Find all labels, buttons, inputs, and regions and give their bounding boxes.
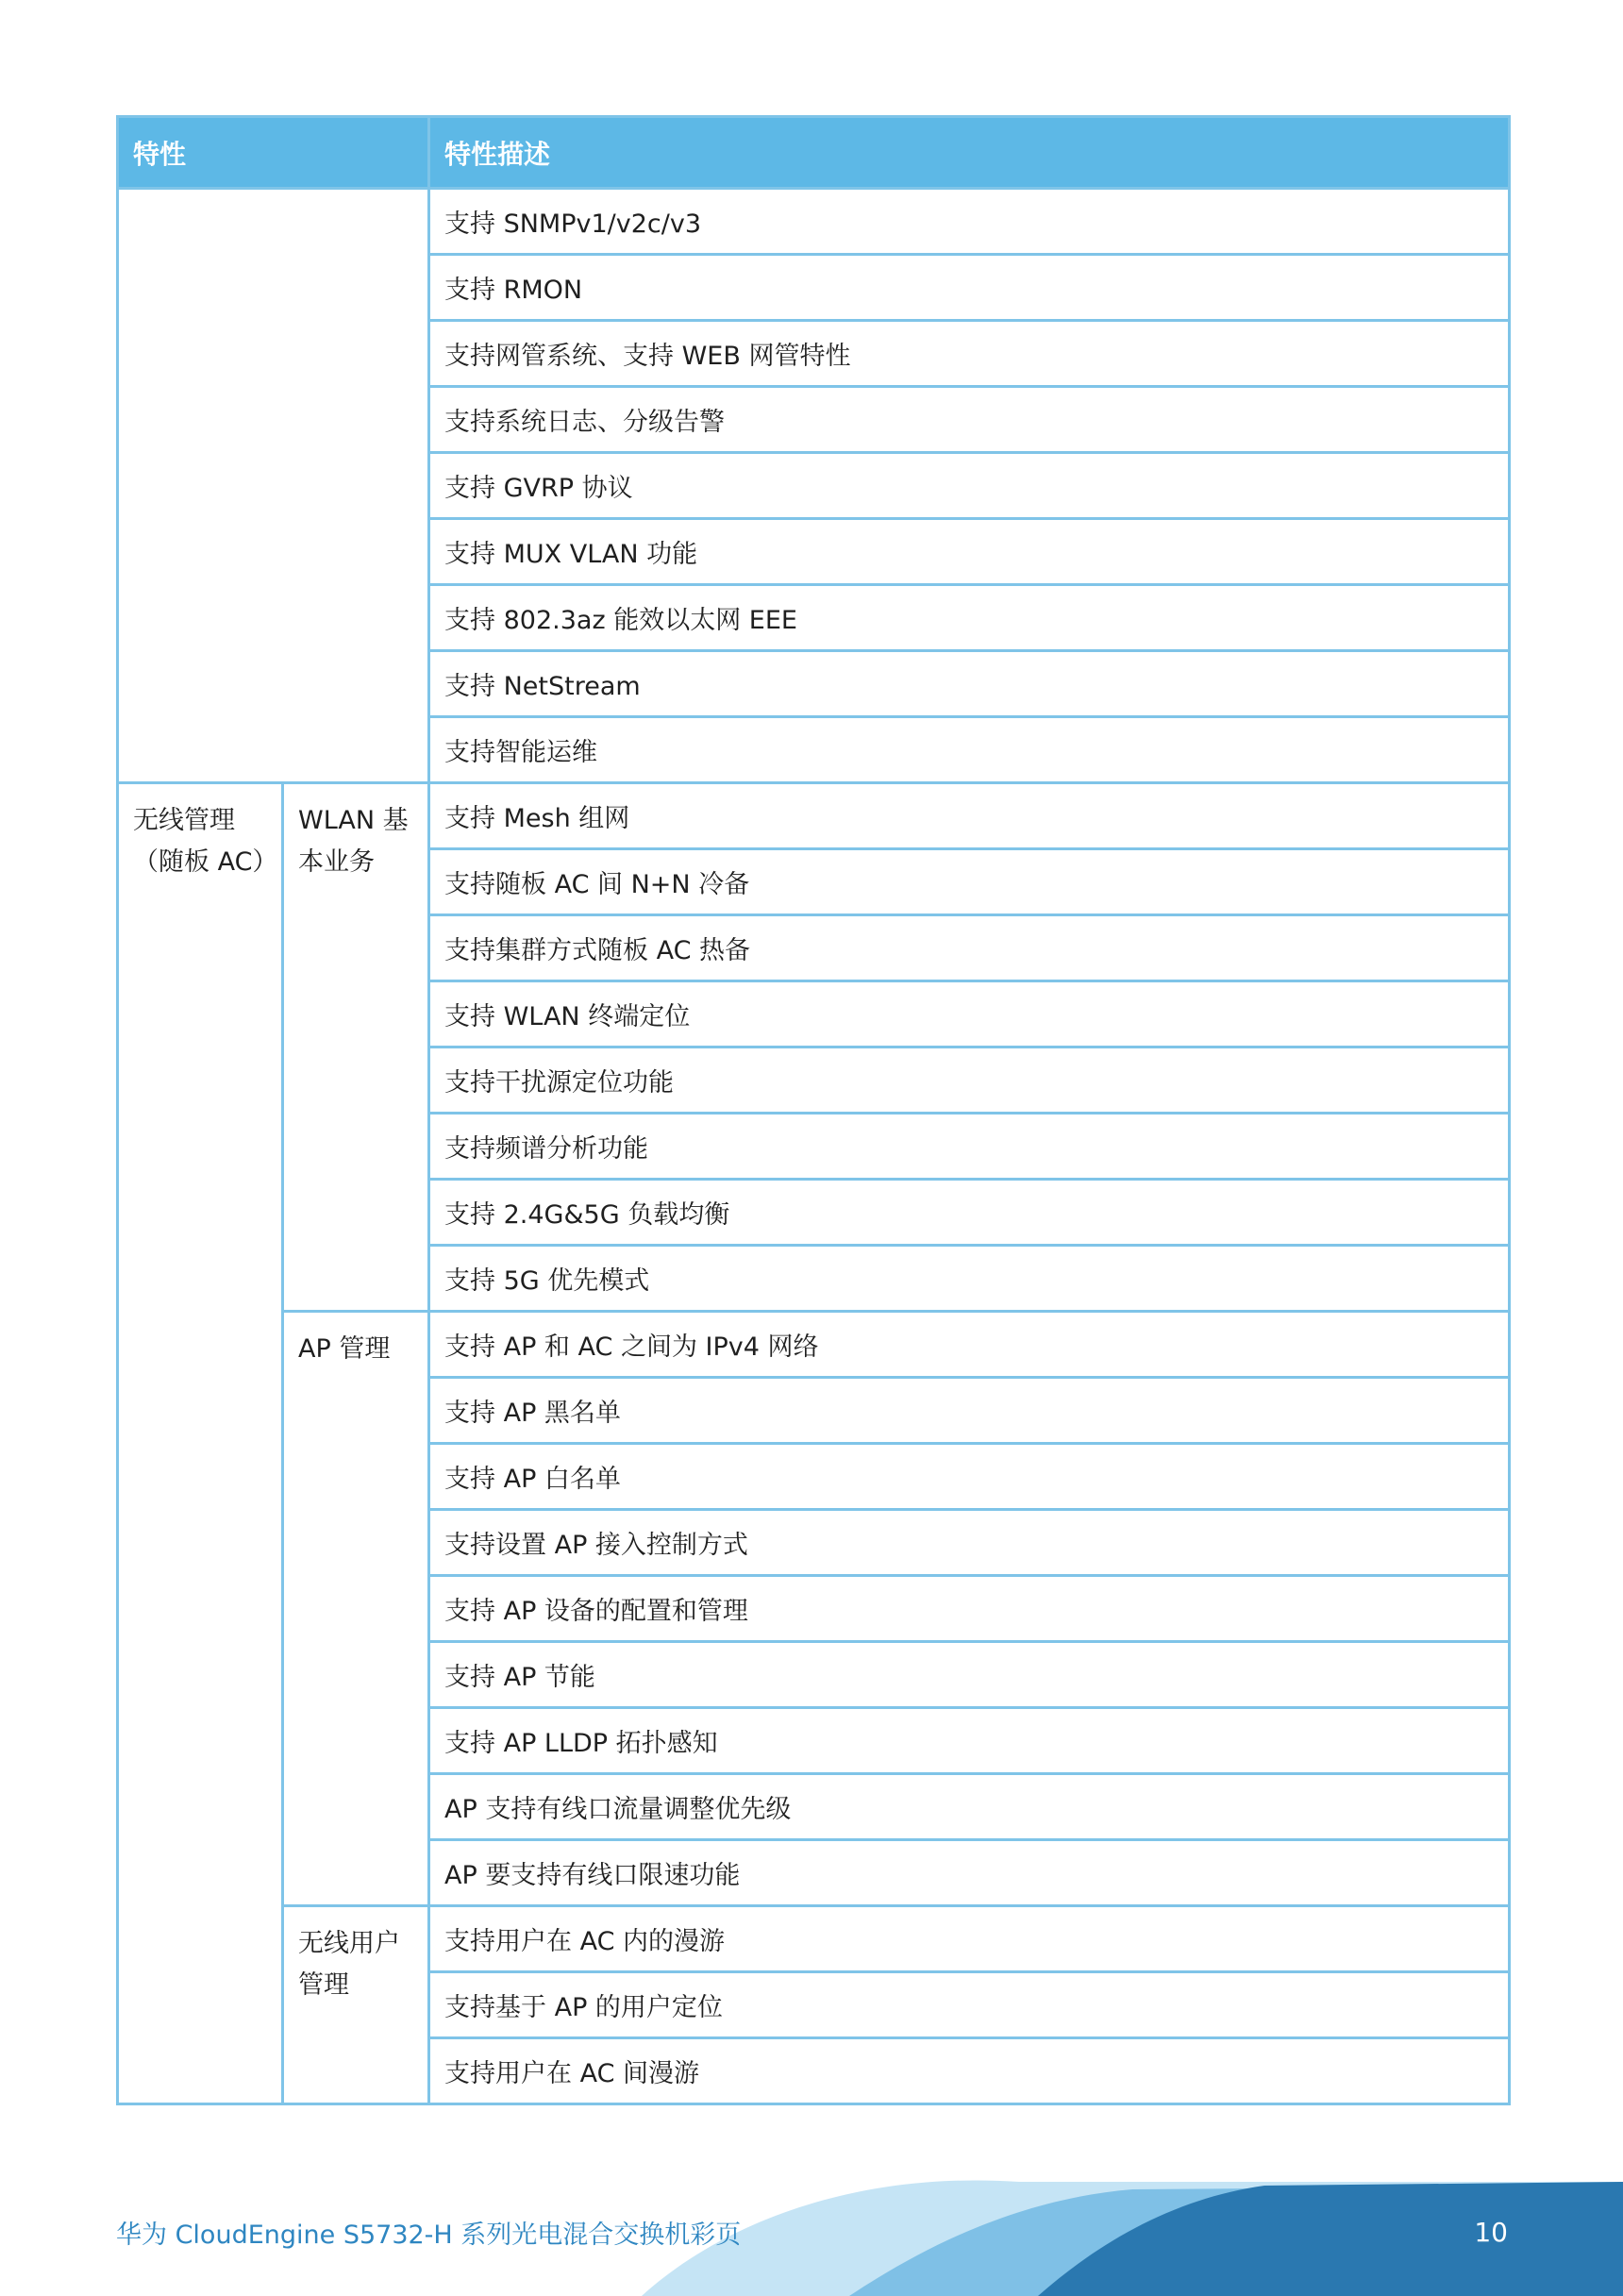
feature-description: 支持用户在 AC 间漫游 (429, 2038, 1510, 2104)
feature-description: 支持干扰源定位功能 (429, 1047, 1510, 1114)
feature-description: 支持 GVRP 协议 (429, 453, 1510, 519)
table-row (118, 189, 1510, 255)
feature-description: 支持网管系统、支持 WEB 网管特性 (429, 321, 1510, 387)
feature-description: 支持 802.3az 能效以太网 EEE (429, 585, 1510, 651)
page-number: 10 (1474, 2217, 1508, 2248)
feature-description: 支持 2.4G&5G 负载均衡 (429, 1180, 1510, 1246)
feature-description: AP 要支持有线口限速功能 (429, 1840, 1510, 1906)
feature-description: 支持 NetStream (429, 651, 1510, 717)
feature-description: 支持随板 AC 间 N+N 冷备 (429, 849, 1510, 915)
footer-title: 华为 CloudEngine S5732-H 系列光电混合交换机彩页 (116, 2221, 742, 2250)
feature-description: 支持集群方式随板 AC 热备 (429, 915, 1510, 981)
subcategory-ap-management: AP 管理 (283, 1312, 429, 1906)
header-feature: 特性 (118, 117, 429, 189)
feature-description: 支持基于 AP 的用户定位 (429, 1972, 1510, 2038)
table-row (118, 1906, 1510, 1972)
table-row (118, 1312, 1510, 1378)
category-wireless-management: 无线管理（随板 AC） (118, 783, 283, 2104)
feature-description: 支持 AP LLDP 拓扑感知 (429, 1708, 1510, 1774)
subcategory-wlan-basic: WLAN 基本业务 (283, 783, 429, 1312)
feature-description: 支持 RMON (429, 255, 1510, 321)
feature-description: 支持 AP 黑名单 (429, 1378, 1510, 1444)
feature-description: 支持智能运维 (429, 717, 1510, 783)
feature-cell-empty (118, 189, 429, 783)
feature-description: 支持 SNMPv1/v2c/v3 (429, 189, 1510, 255)
feature-table (116, 115, 1511, 2105)
feature-description: 支持设置 AP 接入控制方式 (429, 1510, 1510, 1576)
feature-description: 支持 AP 节能 (429, 1642, 1510, 1708)
feature-description: 支持用户在 AC 内的漫游 (429, 1906, 1510, 1972)
subcategory-wireless-user-management: 无线用户管理 (283, 1906, 429, 2104)
feature-description: 支持 Mesh 组网 (429, 783, 1510, 849)
feature-description: 支持频谱分析功能 (429, 1114, 1510, 1180)
feature-description: 支持 5G 优先模式 (429, 1246, 1510, 1312)
feature-description: 支持 AP 设备的配置和管理 (429, 1576, 1510, 1642)
header-description: 特性描述 (429, 117, 1510, 189)
feature-description: 支持系统日志、分级告警 (429, 387, 1510, 453)
feature-description: 支持 WLAN 终端定位 (429, 981, 1510, 1047)
feature-description: 支持 AP 和 AC 之间为 IPv4 网络 (429, 1312, 1510, 1378)
feature-description: 支持 MUX VLAN 功能 (429, 519, 1510, 585)
table-header-row (118, 117, 1510, 189)
feature-description: 支持 AP 白名单 (429, 1444, 1510, 1510)
feature-description: AP 支持有线口流量调整优先级 (429, 1774, 1510, 1840)
table-row (118, 783, 1510, 849)
